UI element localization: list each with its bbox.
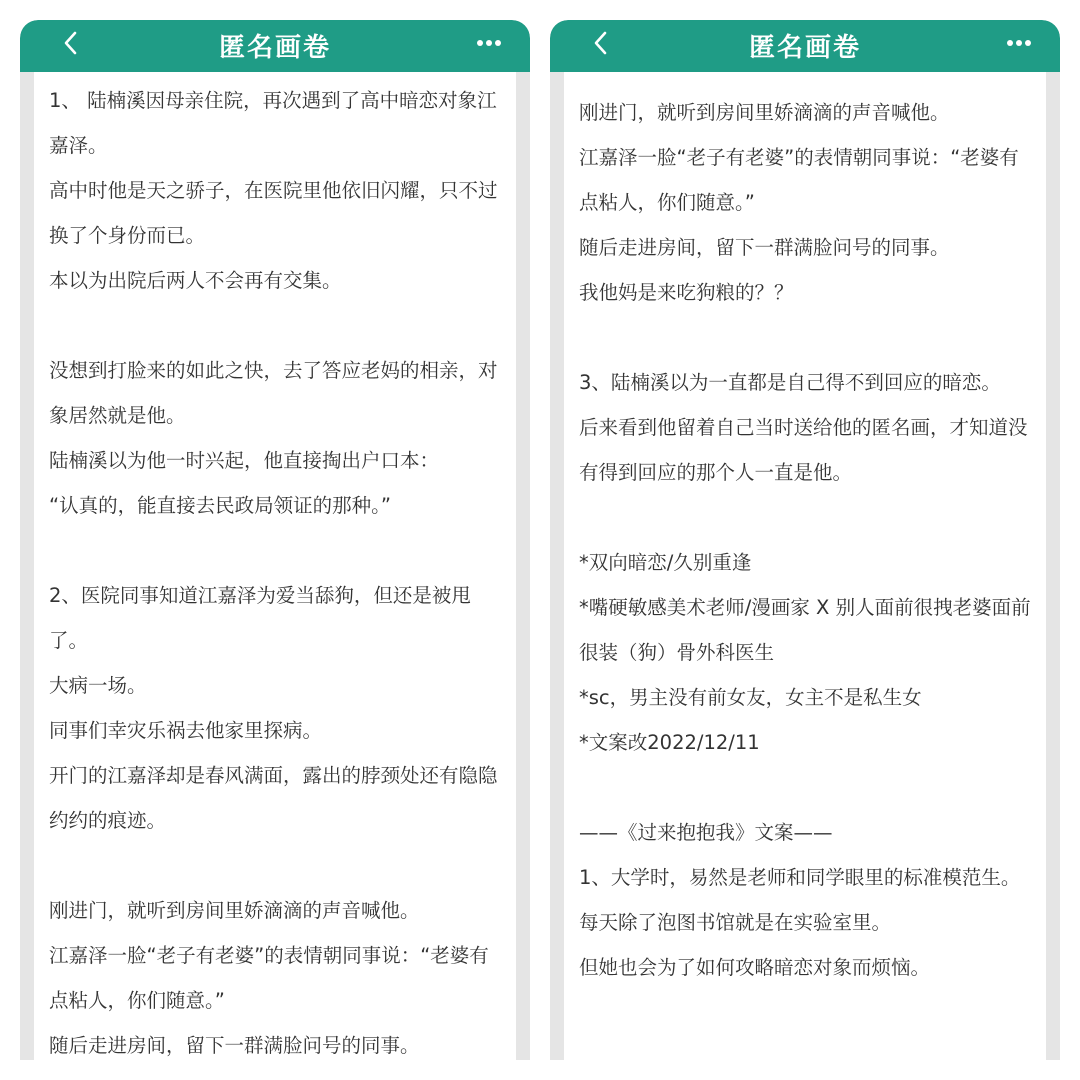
- paragraph: ——《过来抱抱我》文案——: [579, 821, 833, 844]
- paragraph: 刚进门，就听到房间里娇滴滴的声音喊他。: [49, 899, 420, 922]
- paragraph: 本以为出院后两人不会再有交集。: [49, 269, 342, 292]
- right-screen: [550, 20, 1060, 1060]
- page-title: 匿名画卷: [218, 32, 331, 63]
- more-button[interactable]: [474, 28, 504, 58]
- paragraph: 1、 陆楠溪因母亲住院，再次遇到了高中暗恋对象江嘉泽。: [49, 89, 497, 157]
- paragraph-spacer: [579, 495, 1032, 540]
- more-horizontal-icon: [1004, 28, 1034, 58]
- paragraph: 陆楠溪以为他一时兴起，他直接掏出户口本：: [49, 449, 440, 472]
- paragraph-spacer: [49, 843, 502, 888]
- paragraph: *双向暗恋/久别重逢: [579, 551, 752, 574]
- paragraph: 随后走进房间，留下一群满脸问号的同事。: [579, 236, 950, 259]
- paragraph: 2、医院同事知道江嘉泽为爱当舔狗，但还是被甩了。: [49, 584, 471, 652]
- app-header: [20, 20, 530, 72]
- paragraph-spacer: [49, 303, 502, 348]
- paragraph: *嘴硬敏感美术老师/漫画家 X 别人面前很拽老婆面前很装（狗）骨外科医生: [579, 596, 1031, 664]
- paragraph-spacer: [579, 765, 1032, 810]
- back-button[interactable]: [60, 28, 84, 58]
- paragraph: 后来看到他留着自己当时送给他的匿名画，才知道没有得到回应的那个人一直是他。: [579, 416, 1028, 484]
- page-title: 匿名画卷: [748, 32, 861, 63]
- paragraph: 同事们幸灾乐祸去他家里探病。: [49, 719, 323, 742]
- paragraph: 我他妈是来吃狗粮的？？: [579, 281, 794, 304]
- paragraph: 开门的江嘉泽却是春风满面，露出的脖颈处还有隐隐约约的痕迹。: [49, 764, 498, 832]
- back-button[interactable]: [590, 28, 614, 58]
- paragraph: 但她也会为了如何攻略暗恋对象而烦恼。: [579, 956, 931, 979]
- paragraph: 1、大学时，易然是老师和同学眼里的标准模范生。: [579, 866, 1021, 889]
- article-body: [34, 72, 516, 1060]
- paragraph: 刚进门，就听到房间里娇滴滴的声音喊他。: [579, 101, 950, 124]
- paragraph-spacer: [579, 315, 1032, 360]
- app-header: [550, 20, 1060, 72]
- article-body: [564, 72, 1046, 1060]
- paragraph: 高中时他是天之骄子，在医院里他依旧闪耀，只不过换了个身份而已。: [49, 179, 498, 247]
- paragraph-spacer: [49, 528, 502, 573]
- paragraph: 随后走进房间，留下一群满脸问号的同事。: [49, 1034, 420, 1057]
- paragraph: *sc，男主没有前女友，女主不是私生女: [579, 686, 922, 709]
- paragraph: 江嘉泽一脸“老子有老婆”的表情朝同事说：“老婆有点粘人，你们随意。”: [49, 944, 489, 1012]
- paragraph: 每天除了泡图书馆就是在实验室里。: [579, 911, 892, 934]
- paragraph: “认真的，能直接去民政局领证的那种。”: [49, 494, 391, 517]
- paragraph: 江嘉泽一脸“老子有老婆”的表情朝同事说：“老婆有点粘人，你们随意。”: [579, 146, 1019, 214]
- paragraph: *文案改2022/12/11: [579, 731, 760, 754]
- more-horizontal-icon: [474, 28, 504, 58]
- paragraph: 3、陆楠溪以为一直都是自己得不到回应的暗恋。: [579, 371, 1001, 394]
- paragraph: 没想到打脸来的如此之快，去了答应老妈的相亲，对象居然就是他。: [49, 359, 498, 427]
- chevron-left-icon: [590, 28, 614, 58]
- chevron-left-icon: [60, 28, 84, 58]
- paragraph: 大病一场。: [49, 674, 147, 697]
- left-screen: [20, 20, 530, 1060]
- more-button[interactable]: [1004, 28, 1034, 58]
